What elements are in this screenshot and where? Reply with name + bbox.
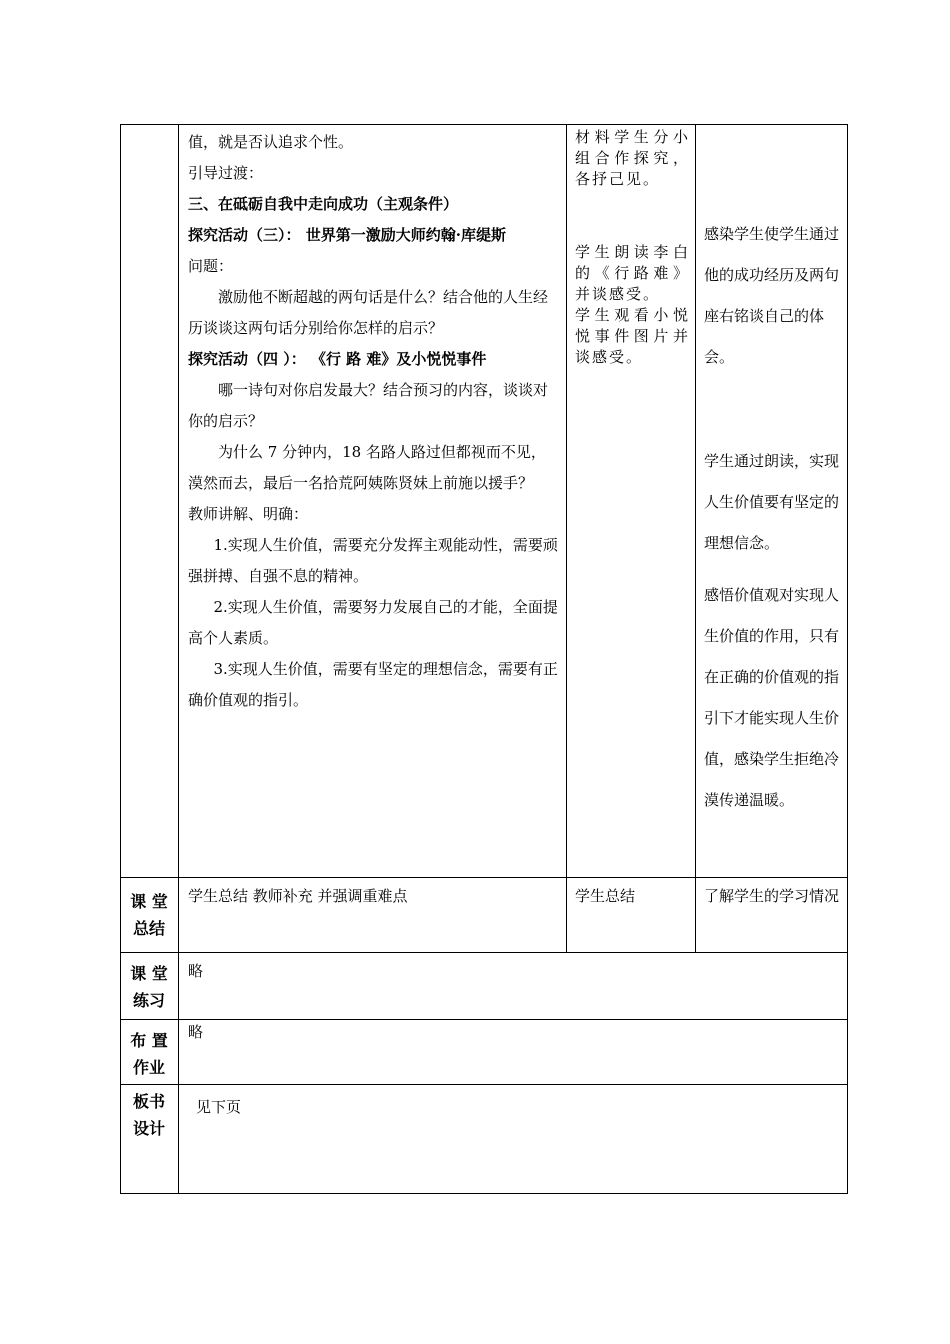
homework-content: 略	[188, 1023, 204, 1041]
student-column-divider	[566, 124, 567, 953]
content-line: 教师讲解、明确：	[188, 505, 309, 523]
question-text: 激励他不断超越的两句话是什么？结合他的人生经历谈谈这两句话分别给你怎样的启示？	[188, 288, 549, 337]
teaching-content-cell	[188, 127, 560, 716]
practice-content: 略	[188, 962, 204, 980]
label-column-divider	[178, 124, 179, 1194]
content-line: 问题：	[188, 257, 234, 275]
conclusion-point: 2.实现人生价值，需要努力发展自己的才能，全面提高个人素质。	[188, 598, 558, 647]
question-text: 哪一诗句对你启发最大？结合预习的内容，谈谈对你的启示？	[188, 381, 549, 430]
content-line: 值，就是否认追求个性。	[188, 133, 354, 151]
section-heading: 三、在砥砺自我中走向成功（主观条件）	[188, 195, 459, 213]
conclusion-point: 1.实现人生价值，需要充分发挥主观能动性，需要顽强拼搏、自强不息的精神。	[188, 536, 558, 585]
row-label-board-design: 板书 设计	[132, 1092, 165, 1138]
board-design-content: 见下页	[196, 1098, 242, 1116]
question-text: 为什么 7 分钟内，18 名路人路过但都视而不见，漠然而去，最后一名拾荒阿姨陈贤妹上前施以援手？	[188, 443, 546, 492]
design-intent-text: 感悟价值观对实现人生价值的作用，只有在正确的价值观的指引下才能实现人生价值，感染学生拒绝冷漠传递温暖。	[704, 586, 840, 809]
row-label-practice: 课 堂 练习	[130, 964, 168, 1010]
intent-column-divider	[695, 124, 696, 953]
activity-heading: 探究活动（三）： 世界第一激励大师约翰·库缇斯	[188, 226, 506, 244]
student-activity-cell	[575, 127, 690, 368]
row-label-homework: 布 置 作业	[130, 1031, 168, 1077]
content-line: 引导过渡：	[188, 164, 264, 182]
table-right-border	[847, 124, 848, 1194]
summary-student-activity: 学生总结	[575, 887, 636, 905]
student-activity-text: 学生观看小悦悦事件图片并谈感受。	[575, 306, 690, 366]
summary-content: 学生总结 教师补充 并强调重难点	[188, 887, 408, 905]
table-top-border	[120, 124, 848, 125]
row-label-summary: 课 堂 总结	[130, 892, 168, 938]
design-intent-text: 感染学生使学生通过他的成功经历及两句座右铭谈自己的体会。	[704, 225, 840, 366]
table-bottom-border	[120, 1193, 848, 1194]
student-activity-text: 学生朗读李白的《行路难》并谈感受。	[575, 243, 690, 303]
design-intent-cell	[704, 214, 840, 821]
summary-design-intent: 了解学生的学习情况	[704, 887, 840, 905]
row-divider-4	[120, 1084, 848, 1085]
student-activity-text: 材料学生分小组合作探究，各抒己见。	[575, 128, 690, 188]
conclusion-point: 3.实现人生价值，需要有坚定的理想信念，需要有正确价值观的指引。	[188, 660, 558, 709]
row-divider-1	[120, 877, 848, 878]
activity-heading: 探究活动（四 ）： 《行 路 难》及小悦悦事件	[188, 350, 487, 368]
row-divider-2	[120, 952, 848, 953]
design-intent-text: 学生通过朗读，实现人生价值要有坚定的理想信念。	[704, 452, 840, 552]
